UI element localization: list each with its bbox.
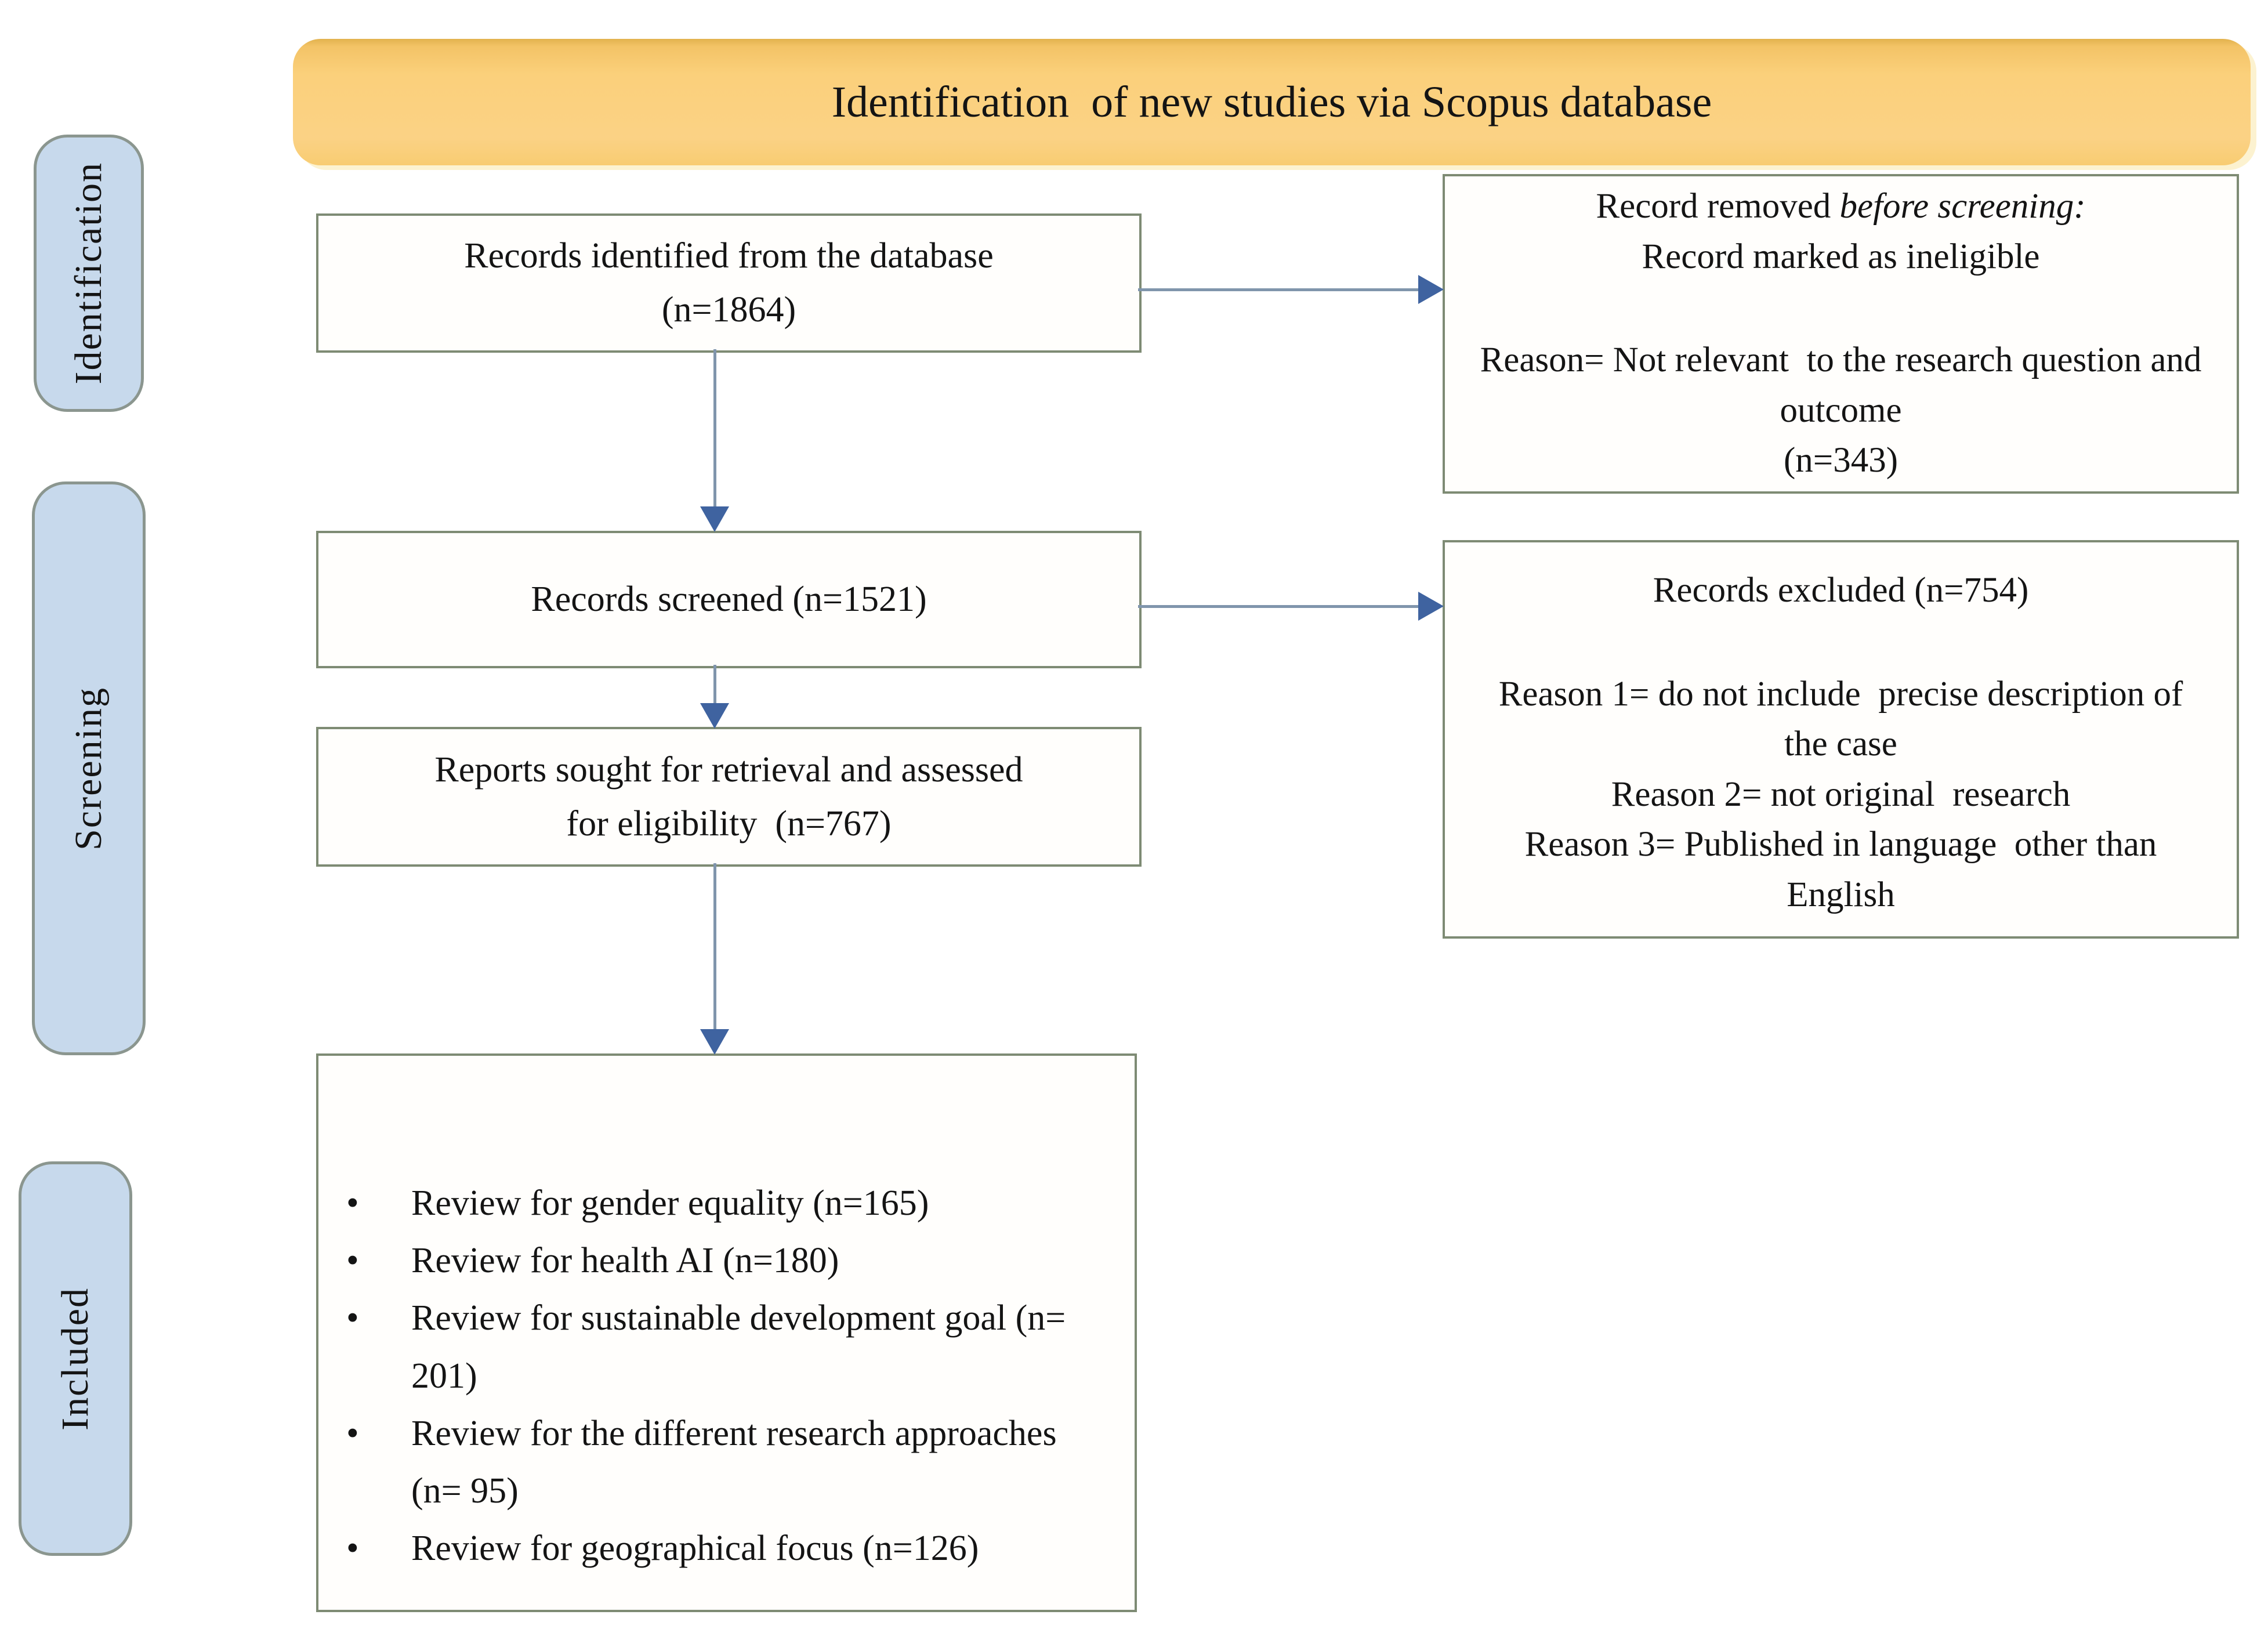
- records-screened-text: Records screened (n=1521): [531, 580, 927, 619]
- excluded-reason-2: Reason 2= not original research: [1611, 774, 2071, 814]
- removed-line1: [1596, 182, 2085, 232]
- removed-intro-italic: before screening:: [1839, 186, 2086, 226]
- arrow-line: [713, 349, 716, 511]
- box-records-screened: [316, 531, 1142, 668]
- banner-identification-via-scopus: [293, 39, 2251, 165]
- records-identified-text: Records identified from the database: [464, 236, 994, 276]
- arrow-right-screened-to-excluded: [1138, 590, 1444, 622]
- list-item: • Review for the different research approaches (n= 95): [346, 1405, 1111, 1520]
- removed-reason: Reason= Not relevant to the research question and outcome: [1480, 341, 2211, 430]
- excluded-title: Records excluded (n=754): [1653, 571, 2029, 610]
- arrowhead-down-icon: [700, 703, 729, 729]
- list-item: • Review for sustainable development goal (n= 201): [346, 1290, 1111, 1404]
- reports-sought-line2: for eligibility (n=767): [566, 803, 892, 843]
- arrowhead-right-icon: [1418, 275, 1444, 304]
- stage-label-screening: [32, 481, 146, 1055]
- included-reviews-list: [318, 1175, 1135, 1577]
- arrow-down-identified-to-screened: [698, 349, 731, 532]
- arrow-down-reports-to-included: [698, 863, 731, 1055]
- list-item: • Review for health AI (n=180): [346, 1232, 1111, 1290]
- arrow-right-identified-to-removed: [1138, 273, 1444, 306]
- stage-label-included: [19, 1161, 132, 1556]
- removed-intro: Record removed: [1596, 186, 1840, 226]
- reports-sought-line1: Reports sought for retrieval and assessed: [434, 750, 1023, 790]
- arrowhead-right-icon: [1418, 592, 1444, 621]
- arrow-line: [713, 665, 716, 708]
- stage-label-text: Included: [54, 1287, 96, 1431]
- excluded-reason-3: Reason 3= Published in language other than English: [1524, 825, 2166, 915]
- arrowhead-down-icon: [700, 1029, 729, 1055]
- banner-title: Identification of new studies via Scopus database: [831, 77, 1712, 126]
- box-records-excluded: [1443, 540, 2239, 939]
- box-removed-before-screening: [1443, 174, 2239, 494]
- stage-label-text: Identification: [67, 162, 110, 385]
- list-item: • Review for gender equality (n=165): [346, 1175, 1111, 1232]
- arrowhead-down-icon: [700, 506, 729, 532]
- stage-label-identification: [34, 135, 144, 412]
- arrow-line: [1138, 288, 1422, 291]
- removed-line2: Record marked as ineligible: [1642, 237, 2040, 276]
- stage-label-text: Screening: [67, 686, 110, 850]
- excluded-reason-1: Reason 1= do not include precise description of the case: [1498, 674, 2192, 764]
- arrow-line: [713, 863, 716, 1034]
- records-identified-count: (n=1864): [661, 290, 796, 330]
- list-item: • Review for geographical focus (n=126): [346, 1520, 1111, 1577]
- box-reports-sought: [316, 727, 1142, 867]
- arrow-down-screened-to-reports: [698, 665, 731, 729]
- box-records-identified: [316, 213, 1142, 353]
- removed-count: (n=343): [1783, 441, 1899, 480]
- arrow-line: [1138, 605, 1422, 608]
- box-included-reviews: [316, 1053, 1137, 1612]
